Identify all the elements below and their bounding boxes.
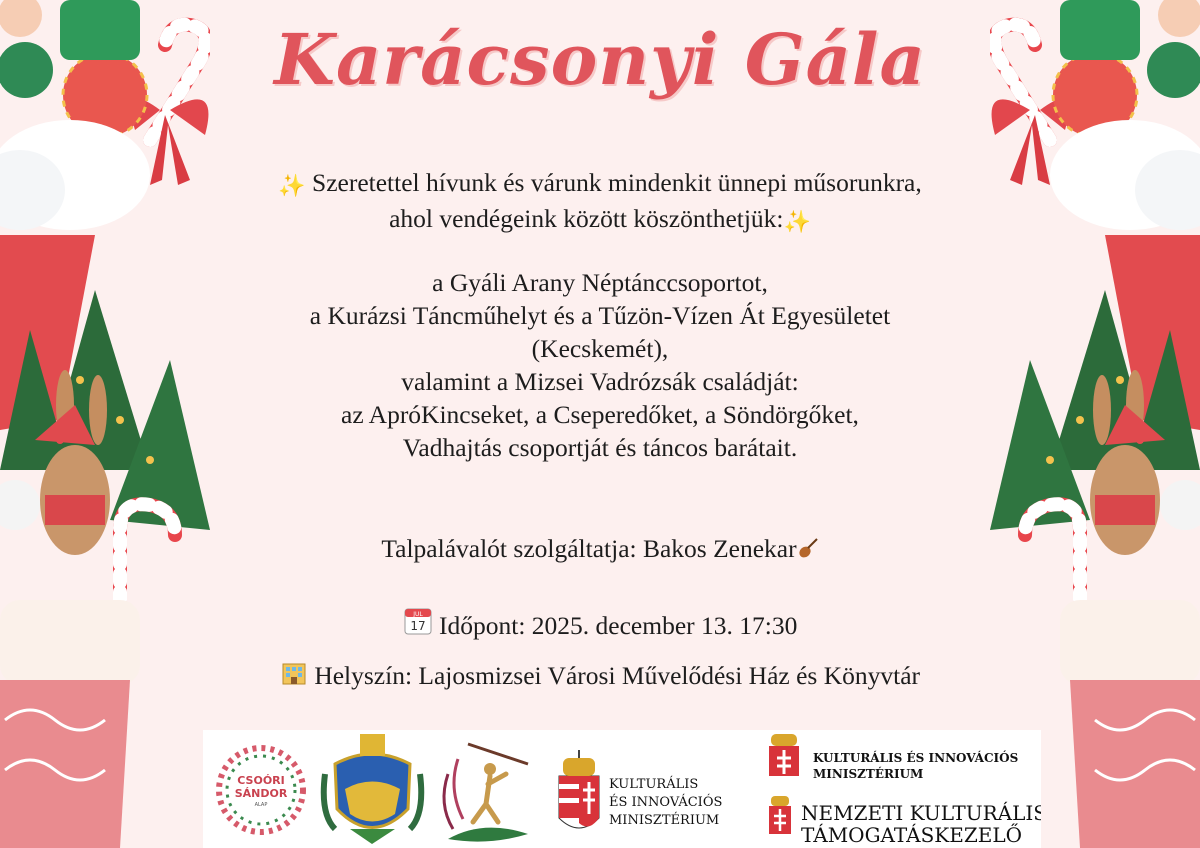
intro-line-2 <box>210 202 990 238</box>
guest-list <box>210 266 990 464</box>
nkt-line-1: NEMZETI KULTURÁLIS <box>801 801 1041 825</box>
intro-line-1 <box>210 166 990 202</box>
location-text: Helyszín: Lajosmizsei Városi Művelődési Ház és Könyvtár <box>314 661 921 690</box>
kim-line-3: MINISZTÉRIUM <box>609 813 720 828</box>
guest-line: a Gyáli Arany Néptánccsoportot, <box>432 268 768 297</box>
guest-line: a Kurázsi Táncműhelyt és a Tűzön-Vízen Át Egyesületet <box>309 301 891 330</box>
csoori-line-3: ALAP <box>254 802 268 808</box>
sparkles-icon: ✨ <box>278 173 306 198</box>
csoori-sandor-alap-logo <box>211 740 311 840</box>
christmas-decoration-right <box>990 0 1200 848</box>
kim2-line-2: MINISZTÉRIUM <box>813 767 924 781</box>
guest-line: Vadhajtás csoportját és táncos barátait. <box>402 433 798 462</box>
city-coat-of-arms <box>320 734 425 846</box>
kim2-line-1: KULTURÁLIS ÉS INNOVÁCIÓS <box>813 751 1019 765</box>
csoori-line-1: CSOÓRI <box>237 774 285 787</box>
nkt-line-2: TÁMOGATÁSKEZELŐ <box>801 823 1022 847</box>
kim-logo <box>551 748 751 840</box>
sponsor-logos <box>203 730 1041 848</box>
calendar-day: 17 <box>409 619 426 633</box>
kim-nkt-logo <box>761 730 1041 848</box>
office-building-icon <box>280 658 308 695</box>
location-line <box>200 658 1000 695</box>
christmas-decoration-left <box>0 0 210 848</box>
music-text: Talpalávalót szolgáltatja: Bakos Zenekar <box>381 534 797 563</box>
guest-line: valamint a Mizsei Vadrózsák családját: <box>401 367 799 396</box>
dance-group-logo <box>428 734 543 846</box>
calendar-icon <box>403 606 433 645</box>
intro-text <box>210 166 990 238</box>
datetime-line <box>210 606 990 645</box>
kim-line-1: KULTURÁLIS <box>609 777 699 792</box>
kim-line-2: ÉS INNOVÁCIÓS <box>609 795 723 810</box>
datetime-text: Időpont: 2025. december 13. 17:30 <box>439 611 798 640</box>
guest-line: (Kecskemét), <box>531 334 669 363</box>
music-line <box>210 532 990 568</box>
csoori-line-2: SÁNDOR <box>234 787 288 800</box>
sparkles-icon: ✨ <box>783 209 811 234</box>
calendar-month: JUL <box>412 611 423 618</box>
intro-line-1-text: Szeretettel hívunk és várunk mindenkit ünnepi műsorunkra, <box>312 168 922 197</box>
violin-icon <box>797 535 819 568</box>
guest-line: az ApróKincseket, a Cseperedőket, a Söndörgőket, <box>341 400 859 429</box>
page-title: Karácsonyi Gála <box>274 18 926 101</box>
intro-line-2-text: ahol vendégeink között köszönthetjük: <box>389 204 784 233</box>
